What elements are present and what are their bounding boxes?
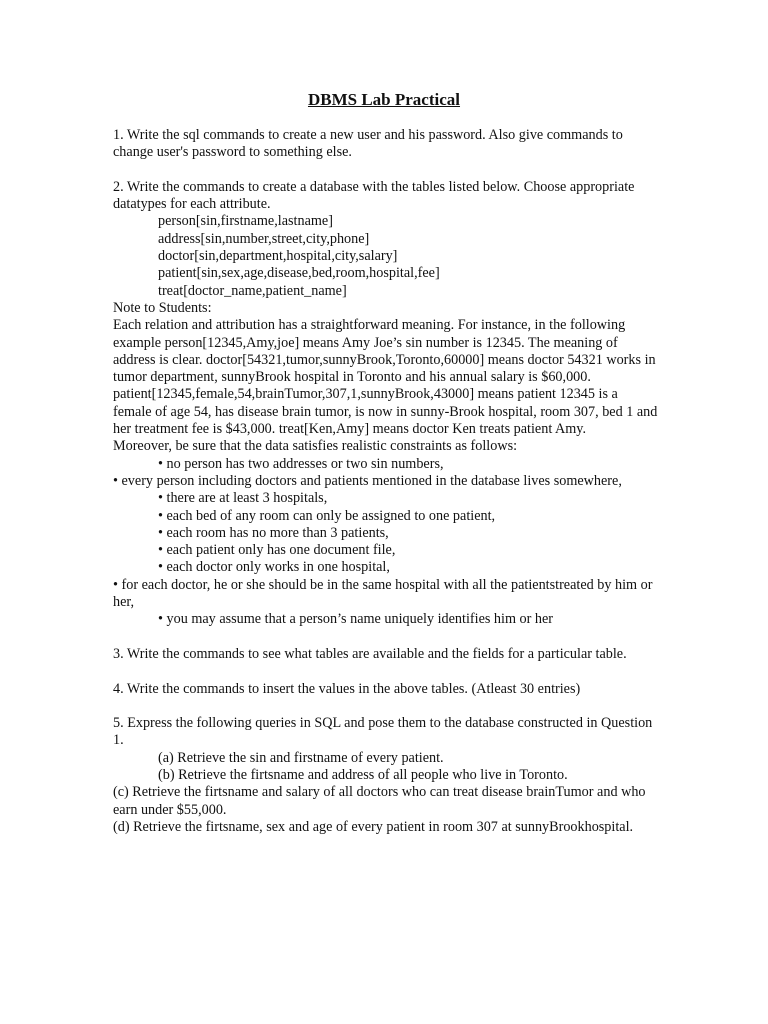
constraint-item: • you may assume that a person’s name uniquely identifies him or her bbox=[158, 611, 554, 628]
question-5-intro: 5. Express the following queries in SQL and pose them to the database constructed in Question 1. bbox=[113, 715, 653, 749]
note-body: Each relation and attribution has a straightforward meaning. For instance, in the following example person[12345,Amy,joe] means Amy Joe’s sin number is 12345. The meaning of address is clear. doctor[54321,tumor,sunnyBrook,Toronto,60000] means doctor 54321 works in tumor department, sunnyBrook hospital in Toronto and his annual salary is $60,000. patient[12345,female,54,brainTumor,307,1,sunnyBrook,43000] means patient 12345 is a female of age 54, has disease brain tumor, is now in sunny-Brook hospital, room 307, bed 1 and her treatment fee is $43,000. treat[Ken,Amy] means doctor Ken treats patient Amy. bbox=[113, 317, 658, 438]
spacer bbox=[113, 629, 658, 646]
query-item: (d) Retrieve the firtsname, sex and age of every patient in room 307 at sunnyBrookhospital. bbox=[113, 818, 634, 835]
spacer bbox=[113, 162, 658, 179]
query-item: (a) Retrieve the sin and firstname of every patient. bbox=[158, 749, 444, 766]
table-item-doctor: doctor[sin,department,hospital,city,salary] bbox=[158, 248, 398, 265]
constraint-item: • each bed of any room can only be assigned to one patient, bbox=[158, 507, 496, 524]
question-1: 1. Write the sql commands to create a new user and his password. Also give commands to change user's password to something else. bbox=[113, 127, 623, 161]
constraint-item: • each doctor only works in one hospital, bbox=[158, 559, 390, 576]
constraints-intro: Moreover, be sure that the data satisfies realistic constraints as follows: bbox=[113, 438, 518, 455]
page-title: DBMS Lab Practical bbox=[307, 90, 461, 109]
spacer bbox=[113, 663, 658, 680]
constraint-item: • there are at least 3 hospitals, bbox=[158, 490, 328, 507]
constraint-item: • each patient only has one document file, bbox=[158, 542, 396, 559]
document-body bbox=[113, 127, 658, 836]
note-heading: Note to Students: bbox=[113, 299, 212, 316]
question-3: 3. Write the commands to see what tables are available and the fields for a particular table. bbox=[113, 645, 627, 662]
question-4: 4. Write the commands to insert the values in the above tables. (Atleast 30 entries) bbox=[113, 680, 581, 697]
constraint-item: • for each doctor, he or she should be in the same hospital with all the patientstreated by him or her, bbox=[113, 576, 653, 611]
query-item: (b) Retrieve the firtsname and address of all people who live in Toronto. bbox=[158, 766, 568, 783]
table-item-patient: patient[sin,sex,age,disease,bed,room,hospital,fee] bbox=[158, 265, 440, 282]
table-item-address: address[sin,number,street,city,phone] bbox=[158, 230, 370, 247]
constraint-item: • every person including doctors and patients mentioned in the database lives somewhere, bbox=[113, 472, 622, 489]
table-item-person: person[sin,firstname,lastname] bbox=[158, 213, 333, 230]
constraint-item: • no person has two addresses or two sin numbers, bbox=[158, 455, 444, 472]
question-2-intro: 2. Write the commands to create a database with the tables listed below. Choose appropriate datatypes for each attribute. bbox=[113, 178, 635, 213]
spacer bbox=[113, 698, 658, 715]
table-item-treat: treat[doctor_name,patient_name] bbox=[158, 282, 347, 299]
constraint-item: • each room has no more than 3 patients, bbox=[158, 524, 389, 541]
query-item: (c) Retrieve the firtsname and salary of all doctors who can treat disease brainTumor and who earn under $55,000. bbox=[113, 784, 646, 818]
